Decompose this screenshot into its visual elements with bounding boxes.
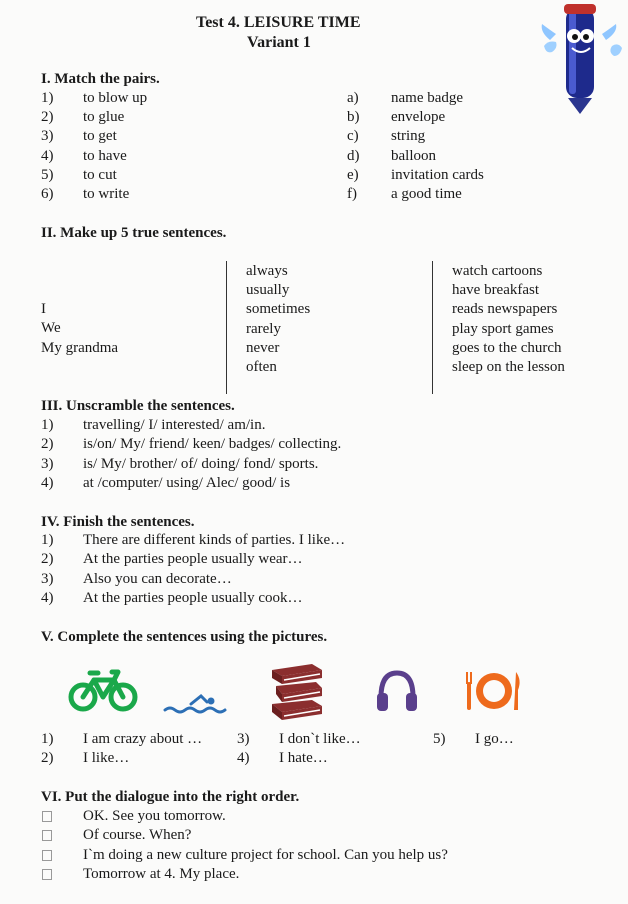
adverb-text: sometimes: [246, 301, 311, 318]
unscramble-sentence: at /computer/ using/ Alec/ good/ is: [83, 474, 291, 491]
picture-sentence: I like…: [83, 750, 130, 766]
match-option-text: balloon: [391, 147, 436, 164]
item-number: 2): [41, 436, 54, 453]
dialogue-line: I`m doing a new culture project for school. Can you help us?: [83, 846, 448, 863]
action-text: have breakfast: [452, 282, 540, 299]
dialogue-line: Tomorrow at 4. My place.: [83, 865, 240, 882]
books-icon: [268, 662, 326, 720]
match-option-text: string: [391, 128, 426, 145]
pen-mascot-icon: [536, 2, 626, 114]
action-text: watch cartoons: [452, 263, 543, 279]
match-item-text: to write: [83, 186, 130, 202]
order-checkbox[interactable]: [42, 869, 52, 880]
item-letter: e): [347, 166, 359, 183]
match-item-text: to blow up: [83, 90, 148, 106]
item-number: 3): [41, 128, 54, 145]
table-divider: [226, 261, 227, 394]
item-number: 3): [237, 731, 250, 747]
item-number: 1): [41, 731, 54, 747]
action-text: reads newspapers: [452, 301, 558, 318]
section-5-heading: V. Complete the sentences using the pictures.: [41, 629, 328, 645]
picture-sentence: I don`t like…: [279, 731, 361, 747]
item-number: 4): [237, 750, 250, 766]
swimming-icon: [163, 690, 233, 716]
item-number: 5): [433, 731, 446, 747]
finish-sentence: At the parties people usually cook…: [83, 589, 303, 606]
dinner-plate-icon: [464, 670, 524, 712]
item-number: 4): [41, 474, 54, 491]
action-text: play sport games: [452, 320, 554, 337]
unscramble-sentence: travelling/ I/ interested/ am/in.: [83, 417, 266, 433]
item-letter: d): [347, 147, 360, 164]
adverb-text: always: [246, 263, 288, 279]
section-1-heading: I. Match the pairs.: [41, 71, 160, 87]
item-number: 1): [41, 90, 54, 106]
match-option-text: invitation cards: [391, 166, 484, 183]
item-letter: a): [347, 90, 359, 106]
order-checkbox[interactable]: [42, 830, 52, 841]
picture-sentence: I go…: [475, 731, 514, 747]
unscramble-sentence: is/on/ My/ friend/ keen/ badges/ collecting.: [83, 436, 342, 453]
item-number: 5): [41, 166, 54, 183]
match-option-text: envelope: [391, 109, 446, 126]
section-3-heading: III. Unscramble the sentences.: [41, 398, 235, 414]
subject-text: My grandma: [41, 340, 119, 356]
order-checkbox[interactable]: [42, 850, 52, 861]
adverb-text: often: [246, 359, 277, 375]
adverb-text: never: [246, 339, 280, 356]
item-number: 2): [41, 109, 54, 126]
match-option-text: name badge: [391, 90, 464, 106]
action-text: sleep on the lesson: [452, 359, 565, 375]
adverb-text: rarely: [246, 320, 281, 337]
match-item-text: to have: [83, 147, 127, 164]
item-number: 3): [41, 455, 54, 472]
section-2-heading: II. Make up 5 true sentences.: [41, 225, 227, 241]
section-4-heading: IV. Finish the sentences.: [41, 514, 195, 530]
item-number: 6): [41, 186, 54, 202]
item-number: 4): [41, 147, 54, 164]
headphones-icon: [375, 667, 419, 715]
adverb-text: usually: [246, 282, 290, 299]
dialogue-line: Of course. When?: [83, 827, 192, 844]
match-item-text: to get: [83, 128, 117, 145]
item-letter: f): [347, 186, 357, 202]
item-number: 2): [41, 551, 54, 568]
finish-sentence: At the parties people usually wear…: [83, 551, 303, 568]
test-title: Test 4. LEISURE TIME: [196, 14, 361, 31]
bicycle-icon: [68, 668, 138, 714]
item-number: 3): [41, 570, 54, 587]
finish-sentence: There are different kinds of parties. I like…: [83, 532, 346, 548]
subject-text: We: [41, 320, 61, 336]
subject-text: I: [41, 301, 46, 317]
finish-sentence: Also you can decorate…: [83, 570, 232, 587]
item-letter: b): [347, 109, 360, 126]
picture-sentence: I am crazy about …: [83, 731, 203, 747]
item-letter: c): [347, 128, 359, 145]
item-number: 4): [41, 589, 54, 606]
section-6-heading: VI. Put the dialogue into the right order.: [41, 789, 300, 805]
item-number: 1): [41, 532, 54, 548]
match-item-text: to cut: [83, 166, 117, 183]
table-divider: [432, 261, 433, 394]
match-option-text: a good time: [391, 186, 462, 202]
picture-sentence: I hate…: [279, 750, 328, 766]
item-number: 1): [41, 417, 54, 433]
dialogue-line: OK. See you tomorrow.: [83, 808, 226, 824]
action-text: goes to the church: [452, 339, 562, 356]
variant-label: Variant 1: [247, 34, 311, 51]
match-item-text: to glue: [83, 109, 125, 126]
unscramble-sentence: is/ My/ brother/ of/ doing/ fond/ sports.: [83, 455, 319, 472]
item-number: 2): [41, 750, 54, 766]
order-checkbox[interactable]: [42, 811, 52, 822]
